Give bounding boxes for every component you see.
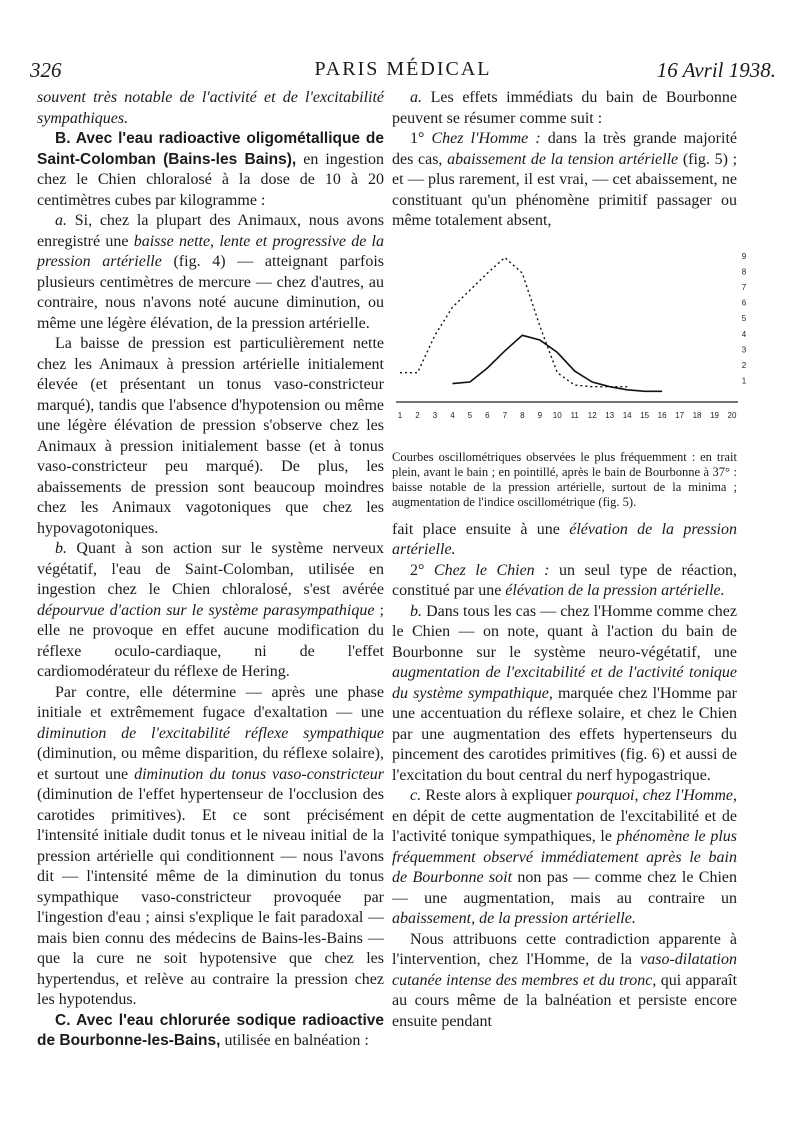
text-run: Quant à son action sur le système nerveux végétatif, l'eau de Saint-Colomban, utilisée en ingestion chez le Chien chloralosé, s'est avérée <box>37 540 384 598</box>
text-run: La baisse de pression est particulièrement nette chez les Animaux à pression artérielle initialement élevée (et présentant un tonus vaso-constricteur marqué), tandis que l'absence d'hypotension ou même une légère élévation de pression s'observe chez les Animaux à pression initialement basse (et à tonus vaso-constricteur peu marqué). De plus, les abaissements de pression sont beaucoup moindres chez les Animaux vagotoniques que chez les hypovagotoniques. <box>37 335 384 537</box>
x-tick-label: 7 <box>502 410 508 420</box>
left-column <box>37 88 384 1052</box>
paragraph <box>392 786 737 930</box>
paragraph <box>37 129 384 211</box>
x-tick-label: 1 <box>397 410 403 420</box>
x-tick-label: 12 <box>587 410 597 420</box>
text-run: c. <box>410 787 422 804</box>
x-tick-label: 19 <box>710 410 719 420</box>
paragraph <box>392 602 737 787</box>
text-run: fait place ensuite à une <box>392 520 570 538</box>
figure-5 <box>392 238 747 442</box>
page-header <box>30 58 776 88</box>
x-tick-label: 18 <box>692 410 702 420</box>
text-run: , marquée chez l'Homme par une accentuation du réflexe solaire, et chez le Chien par une augmentation des effets hypertenseurs du pincement des carotides primitives (fig. 6) et aussi de l'excitation du bout central du nerf hypogastrique. <box>392 684 737 784</box>
text-run: 2° <box>410 561 434 579</box>
text-run: b. <box>410 602 422 620</box>
y-tick-label: 1 <box>741 375 747 385</box>
paragraph <box>392 129 737 232</box>
dotted-curve <box>400 257 627 386</box>
paragraph <box>37 683 384 1011</box>
text-run: , en dépit de cette augmentation de l'excitabilité et de l'activité tonique sympathiques, le <box>392 787 738 845</box>
text-run: diminution de l'excitabilité réflexe sympathique <box>37 724 384 742</box>
text-run: Par contre, elle détermine — après une phase initiale et extrêmement fugace d'exaltation — une <box>37 683 384 721</box>
y-tick-label: 2 <box>741 360 747 370</box>
x-tick-label: 20 <box>727 410 737 420</box>
page-number: 326 <box>30 58 62 82</box>
right-column <box>392 88 747 1032</box>
x-tick-label: 16 <box>657 410 667 420</box>
text-run: pourquoi, chez l'Homme <box>576 787 734 804</box>
paragraph <box>37 1011 384 1052</box>
text-run: a. <box>410 89 422 106</box>
paragraph <box>392 930 737 1033</box>
text-run: dépourvue d'action sur le système parasympathique <box>37 601 375 619</box>
text-run: souvent très notable de l'activité et de l'excitabilité sympathiques. <box>37 89 384 127</box>
x-tick-label: 13 <box>605 410 615 420</box>
paragraph <box>392 520 737 561</box>
paragraph <box>392 561 737 602</box>
text-run: Nous attribuons cette contradiction apparente à l'intervention, chez l'Homme, de la <box>392 930 737 968</box>
text-run: phénomène le plus fréquemment observé immédiatement après le bain de Bourbonne soit <box>392 828 737 886</box>
paragraph <box>37 334 384 539</box>
text-run: b. <box>55 540 67 557</box>
y-tick-label: 8 <box>741 267 747 277</box>
figure-caption: Courbes oscillométriques observées le plus fréquemment : en trait plein, avant le bain ; en pointillé, après le bain de Bourbonne à 37° : baisse notable de la pression artérielle, surtout de la minima ; augmentation de l'indice oscillométrique (fig. 5). <box>392 449 737 509</box>
text-run: abaissement, de la pression artérielle. <box>392 910 636 927</box>
x-tick-label: 10 <box>552 410 562 420</box>
right-column-bottom <box>392 520 737 1033</box>
x-tick-label: 9 <box>537 410 543 420</box>
paragraph <box>392 88 737 129</box>
section-heading: C. Avec l'eau chlorurée sodique radioactive de Bourbonne-les-Bains, <box>37 1011 384 1049</box>
text-run: vaso-dilatation cutanée intense des membres et du tronc <box>392 951 737 989</box>
text-run: baisse nette, lente et progressive de la pression artérielle <box>37 232 384 270</box>
x-tick-label: 2 <box>415 410 420 420</box>
text-run: a. <box>55 212 67 229</box>
x-tick-label: 14 <box>622 410 632 420</box>
text-run: abaissement de la tension artérielle <box>447 150 679 168</box>
paragraph <box>37 211 384 334</box>
text-run: en ingestion chez le Chien chloralosé à la dose de 10 à 20 centimètres cubes par kilogramme : <box>37 150 384 209</box>
text-run: Chez l'Homme : <box>431 130 541 147</box>
y-tick-label: 6 <box>741 298 747 308</box>
text-run: dans la très grande majorité des cas, <box>392 130 737 168</box>
x-tick-label: 11 <box>570 410 579 420</box>
x-tick-label: 3 <box>432 410 438 420</box>
issue-date: 16 Avril 1938. <box>656 58 776 82</box>
text-run: augmentation de l'excitabilité et de l'activité tonique du système sympathique <box>392 664 737 702</box>
text-run: diminution du tonus vaso-constricteur <box>134 765 385 783</box>
text-run: élévation de la pression artérielle. <box>505 582 725 599</box>
text-run: utilisée en balnéation : <box>220 1032 369 1049</box>
y-tick-label: 5 <box>741 313 747 323</box>
text-run: élévation de la pression artérielle. <box>392 520 738 558</box>
y-tick-label: 4 <box>741 329 747 339</box>
text-run: 1° <box>410 130 432 147</box>
text-run: , qui apparaît au cours même de la balnéation et persiste encore ensuite pendant <box>392 971 738 1030</box>
text-run: Chez le Chien : <box>433 561 550 579</box>
paragraph <box>37 88 384 129</box>
y-tick-label: 3 <box>741 344 747 354</box>
text-run: Dans tous les cas — chez l'Homme comme chez le Chien — on note, quant à l'action du bain de Bourbonne sur le système neuro-végétatif, une <box>392 602 737 661</box>
text-run: (diminution de l'effet hypertenseur de l'occlusion des carotides primitives). Et ce sont précisément l'intensité initiale dudit tonus et le niveau initial de la pression artérielle qui conditionnent — nous l'avons dit — l'intensité même de la diminution du tonus sympathique vaso-constricteur provoquée par l'ingestion d'eau ; ainsi s'explique le fait paradoxal — mais bien connu des médecins de Bains-les-Bains — que la cure ne soit hypotensive que chez les hypertendus, et relève au contraire la pression chez les hypotendus. <box>37 786 384 1008</box>
y-tick-label: 9 <box>741 251 747 261</box>
text-run: (fig. 5) ; et — plus rarement, il est vrai, — cet abaissement, ne constituant qu'un phénomène primitif passager ou même totalement absent, <box>392 150 738 229</box>
x-tick-label: 6 <box>485 410 490 420</box>
paragraph <box>37 539 384 683</box>
x-tick-label: 8 <box>520 410 525 420</box>
text-run: (fig. 4) — atteignant parfois plusieurs centimètres de mercure — chez d'autres, au contraire, nous n'avons noté aucune diminution, ou même une légère élévation, de la pression artérielle. <box>37 253 385 332</box>
x-tick-label: 5 <box>467 410 473 420</box>
text-run: non pas — comme chez le Chien — une augmentation, mais au contraire un <box>392 869 737 907</box>
text-run: Reste alors à expliquer <box>421 787 577 804</box>
section-heading: B. Avec l'eau radioactive oligométallique de Saint-Colomban (Bains-les Bains), <box>37 130 384 168</box>
text-run: ; elle ne provoque en effet aucune modification du réflexe oculo-cardiaque, ni de l'effet cardiomodérateur du réflexe de Hering. <box>37 601 384 680</box>
journal-title: PARIS MÉDICAL <box>314 58 492 80</box>
solid-curve <box>452 335 662 391</box>
right-column-top <box>392 88 737 232</box>
x-tick-label: 4 <box>450 410 455 420</box>
x-tick-label: 15 <box>640 410 650 420</box>
text-run: Les effets immédiats du bain de Bourbonne peuvent se résumer comme suit : <box>392 89 737 127</box>
text-run: (diminution, ou même disparition, du réflexe solaire), et surtout une <box>37 745 384 783</box>
y-tick-label: 7 <box>741 282 747 292</box>
text-run: Si, chez la plupart des Animaux, nous avons enregistré une <box>37 212 384 250</box>
oscillometric-chart <box>384 238 747 442</box>
x-tick-label: 17 <box>675 410 685 420</box>
text-run: un seul type de réaction, constitué par une <box>392 561 737 599</box>
